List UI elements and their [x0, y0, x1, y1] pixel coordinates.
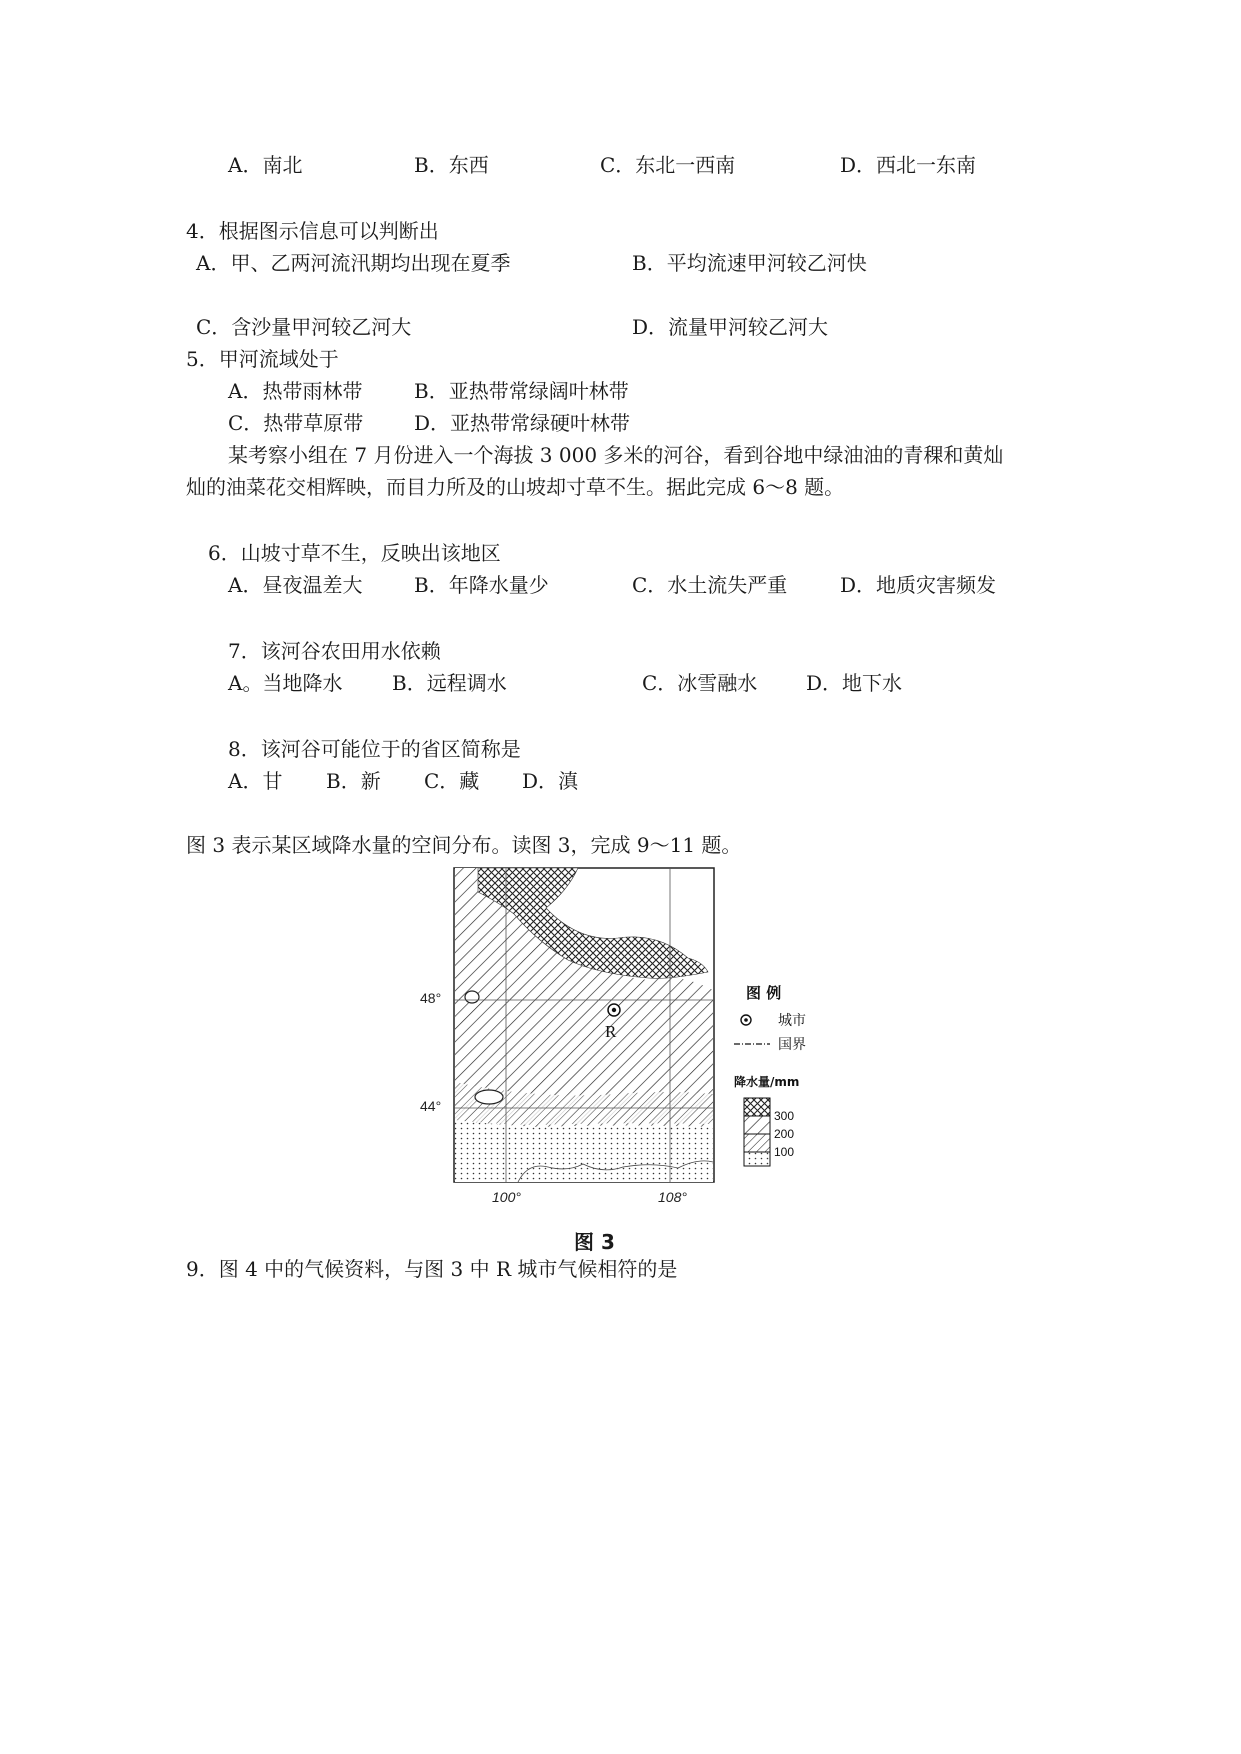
q4-stem: 4．根据图示信息可以判断出	[186, 219, 439, 243]
city-r-label: R	[605, 1022, 617, 1041]
city-r-marker	[608, 1004, 620, 1016]
q7-stem: 7．该河谷农田用水依赖	[228, 639, 441, 663]
q9-stem: 9．图 4 中的气候资料，与图 3 中 R 城市气候相符的是	[186, 1257, 678, 1281]
legend-city-label: 城市	[778, 1013, 806, 1029]
legend-swatch-below	[744, 1152, 770, 1166]
q4-option-b: B．平均流速甲河较乙河快	[632, 251, 867, 275]
q7-option-d: D．地下水	[806, 671, 903, 695]
q6-stem: 6．山坡寸草不生，反映出该地区	[208, 541, 501, 565]
q5-option-a: A．热带雨林带	[228, 379, 363, 403]
figure-intro: 图 3 表示某区域降水量的空间分布。读图 3，完成 9～11 题。	[186, 833, 742, 857]
map-body	[454, 868, 714, 1182]
q3-option-c: C．东北一西南	[600, 153, 736, 177]
q4-option-c: C．含沙量甲河较乙河大	[196, 315, 412, 339]
legend-precip-title: 降水量/mm	[734, 1075, 800, 1089]
lat-label-48: 48°	[420, 990, 442, 1006]
q6-option-c: C．水土流失严重	[632, 573, 788, 597]
legend-value-100: 100	[774, 1145, 795, 1159]
legend-title: 图 例	[746, 984, 782, 1002]
passage-line-2: 灿的油菜花交相辉映，而目力所及的山坡却寸草不生。据此完成 6～8 题。	[186, 475, 845, 499]
lon-label-108: 108°	[658, 1189, 687, 1205]
q5-stem: 5．甲河流域处于	[186, 347, 339, 371]
q6-option-b: B．年降水量少	[414, 573, 549, 597]
q7-option-a: A。当地降水	[228, 671, 343, 695]
map-legend	[734, 984, 806, 1166]
q8-stem: 8．该河谷可能位于的省区简称是	[228, 737, 521, 761]
q5-option-c: C．热带草原带	[228, 411, 364, 435]
q3-option-a: A．南北	[228, 153, 303, 177]
q4-option-a: A．甲、乙两河流汛期均出现在夏季	[196, 251, 511, 275]
q8-option-c: C．藏	[424, 769, 480, 793]
legend-swatch-200	[744, 1116, 770, 1134]
lat-label-44: 44°	[420, 1098, 442, 1114]
lon-label-100: 100°	[492, 1189, 521, 1205]
q7-option-c: C．冰雪融水	[642, 671, 758, 695]
q6-option-a: A．昼夜温差大	[228, 573, 363, 597]
figure-caption: 图 3	[574, 1230, 615, 1254]
legend-swatch-300	[744, 1098, 770, 1116]
legend-border-label: 国界	[778, 1037, 806, 1053]
q8-option-d: D．滇	[522, 769, 579, 793]
q5-option-b: B．亚热带常绿阔叶林带	[414, 379, 629, 403]
legend-swatch-100	[744, 1134, 770, 1152]
q4-option-d: D．流量甲河较乙河大	[632, 315, 829, 339]
q8-option-b: B．新	[326, 769, 381, 793]
legend-value-200: 200	[774, 1127, 795, 1141]
q8-option-a: A．甘	[228, 769, 283, 793]
precipitation-map	[418, 862, 838, 1237]
q5-option-d: D．亚热带常绿硬叶林带	[414, 411, 631, 435]
q3-option-d: D．西北一东南	[840, 153, 977, 177]
q6-option-d: D．地质灾害频发	[840, 573, 997, 597]
q7-option-b: B．远程调水	[392, 671, 507, 695]
q3-option-b: B．东西	[414, 153, 489, 177]
legend-value-300: 300	[774, 1109, 795, 1123]
passage-line-1: 某考察小组在 7 月份进入一个海拔 3 000 多米的河谷，看到谷地中绿油油的青稞和黄灿	[228, 443, 1004, 467]
